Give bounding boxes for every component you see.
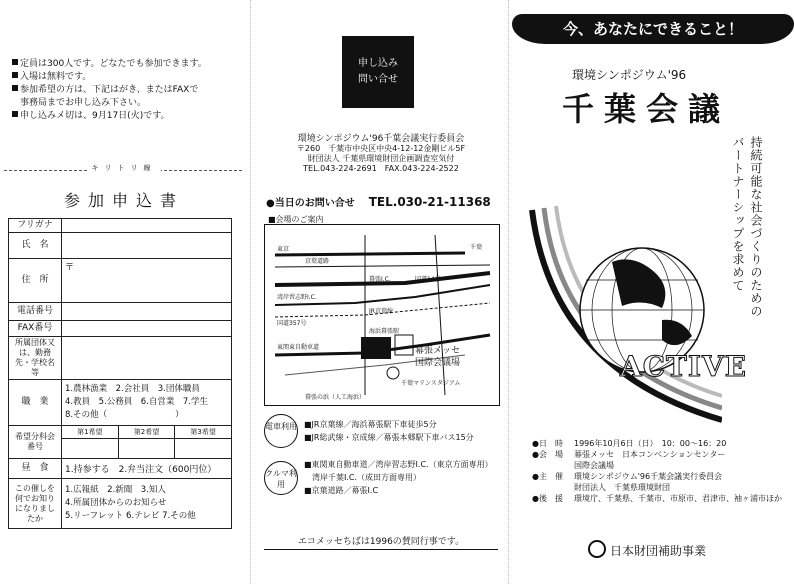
map-text: 国道14号	[415, 276, 441, 283]
car-line: ■東関東自動車道／湾岸習志野I.C.（東京方面専用）	[304, 460, 493, 469]
organizer-line: TEL.043-224-2691 FAX.043-224-2522	[303, 164, 459, 173]
group-field-2[interactable]	[118, 439, 175, 459]
organizer-line: 〒260 千葉市中央区中央4-12-12金剛ビル5F	[296, 144, 466, 153]
organizer-title: 環境シンポジウム'96千葉会議実行委員会	[297, 134, 465, 144]
address-field[interactable]	[62, 259, 232, 303]
contact-label: ●当日のお問い合せ	[266, 198, 355, 209]
train-group	[264, 414, 493, 448]
globe-illustration	[522, 190, 722, 430]
organizer-line: 財団法人 千葉県環境財団企画調査室気付	[307, 154, 455, 163]
map-text: 千葉	[470, 244, 483, 251]
train-line: ■JR京葉線／海浜幕張駅下車徒歩5分	[304, 420, 437, 429]
note-item: 事務局までお申し込み下さい。	[20, 98, 147, 108]
box-line: 問い合せ	[358, 74, 398, 85]
theme-line: 持続可能な社会づくりのための	[749, 136, 763, 318]
box-line: 申し込み	[358, 58, 398, 69]
footer	[588, 540, 706, 559]
car-badge: クルマ利用	[264, 461, 298, 495]
group-col: 第1希望	[62, 426, 119, 439]
name-label: 氏 名	[9, 233, 62, 259]
detail-row: ●後 援 環境庁、千葉県、千葉市、市原市、君津市、袖ヶ浦市ほか	[532, 494, 782, 503]
event-subtitle: 環境シンポジウム'96	[572, 68, 687, 82]
map-text: 幕張メッセ	[415, 346, 461, 356]
map-label: ■会場のご案内	[268, 215, 324, 224]
car-group	[264, 458, 493, 497]
note-item: 申し込みメ切は、9月17日(火)です。	[12, 110, 248, 123]
map-drawing	[265, 225, 499, 405]
train-line: ■JR総武線・京成線／幕張本郷駅下車バス15分	[304, 433, 474, 442]
application-form	[8, 218, 232, 529]
map-text: 海浜幕張駅	[369, 328, 400, 335]
event-details	[532, 438, 782, 504]
name-field[interactable]	[62, 233, 232, 259]
cover-panel	[512, 0, 794, 584]
map-text: 東関東自動車道	[277, 344, 320, 351]
tel-label: 電話番号	[9, 303, 62, 321]
source-label: この催しを何でお知りになりましたか	[9, 479, 62, 529]
tel-field[interactable]	[62, 303, 232, 321]
headline-banner: 今、あなたにできること！	[512, 14, 794, 44]
group-field-1[interactable]	[62, 439, 119, 459]
group-field-3[interactable]	[175, 439, 232, 459]
lunch-options[interactable]: 1.持参する 2.弁当注文（600円位）	[62, 459, 232, 479]
map-text: JR京葉線	[369, 308, 393, 315]
org-label: 所属団体又は、勤務先・学校名等	[9, 337, 62, 380]
bottom-note: エコメッセちばは1996の賛同行事です。	[264, 534, 498, 550]
map-text: 千葉マリンスタジアム	[401, 380, 461, 387]
cut-text: キリトリ線	[0, 163, 248, 173]
fold-line	[250, 0, 251, 584]
postal-mark: 〒	[65, 263, 75, 273]
active-logo: ACTIVE	[620, 350, 748, 383]
organizer-info	[256, 134, 506, 174]
event-title: 千葉会議	[562, 90, 731, 128]
theme-line: パートナーシップを求めて	[731, 136, 745, 292]
group-col: 第2希望	[118, 426, 175, 439]
map-text: 湾岸習志野I.C.	[277, 294, 317, 301]
org-field[interactable]	[62, 337, 232, 380]
info-panel	[256, 0, 506, 584]
venue-map	[264, 224, 500, 406]
job-options[interactable]: 1.農林漁業 2.会社員 3.団体職員 4.教員 5.公務員 6.自営業 7.学生 8.その他（ ）	[62, 380, 232, 426]
contact-line	[266, 194, 491, 209]
train-badge: 電車利用	[264, 414, 298, 448]
application-panel	[0, 0, 248, 584]
notes	[12, 58, 248, 123]
group-label: 希望分科会番号	[9, 426, 62, 459]
map-text: 国道357号	[277, 320, 307, 327]
fax-field[interactable]	[62, 321, 232, 337]
form-title: 参加申込書	[63, 191, 184, 210]
fax-label: FAX番号	[9, 321, 62, 337]
footer-text: 日本財団補助事業	[610, 544, 707, 558]
map-text: 東京	[277, 246, 290, 253]
car-line: ■京葉道路／幕張I.C	[304, 486, 379, 495]
note-item: 入場は無料です。	[12, 71, 248, 84]
furigana-label: フリガナ	[9, 219, 62, 233]
nippon-foundation-icon	[588, 540, 606, 558]
source-options[interactable]: 1.広報紙 2.新聞 3.知人 4.所属団体からのお知らせ 5.リーフレット 6.テレビ 7.その他	[62, 479, 232, 529]
detail-row: ●主 催 環境シンポジウム'96千葉会議実行委員会 財団法人 千葉県環境財団	[532, 472, 723, 492]
map-text: 幕張I.C.	[369, 276, 391, 283]
map-text: 国際会議場	[415, 358, 461, 368]
transport-info	[264, 414, 493, 497]
fold-line	[508, 0, 509, 584]
car-line: 湾岸千葉I.C.（成田方面専用）	[304, 473, 422, 482]
contact-tel: TEL.030-21-11368	[368, 195, 491, 209]
map-text: 幕張の浜（人工海浜）	[305, 394, 366, 401]
address-label: 住 所	[9, 259, 62, 303]
job-label: 職 業	[9, 380, 62, 426]
application-box	[342, 36, 414, 108]
map-text: 京葉道路	[305, 258, 330, 265]
note-item: 定員は300人です。どなたでも参加できます。	[12, 58, 248, 71]
note-item: 参加希望の方は、下記はがき、またはFAXで	[12, 84, 248, 97]
detail-row: ●日 時 1996年10月6日（日） 10：00～16：20	[532, 439, 727, 448]
detail-row: ●会 場 幕張メッセ 日本コンベンションセンター 国際会議場	[532, 450, 726, 470]
group-col: 第3希望	[175, 426, 232, 439]
furigana-field[interactable]	[62, 219, 232, 233]
lunch-label: 昼 食	[9, 459, 62, 479]
